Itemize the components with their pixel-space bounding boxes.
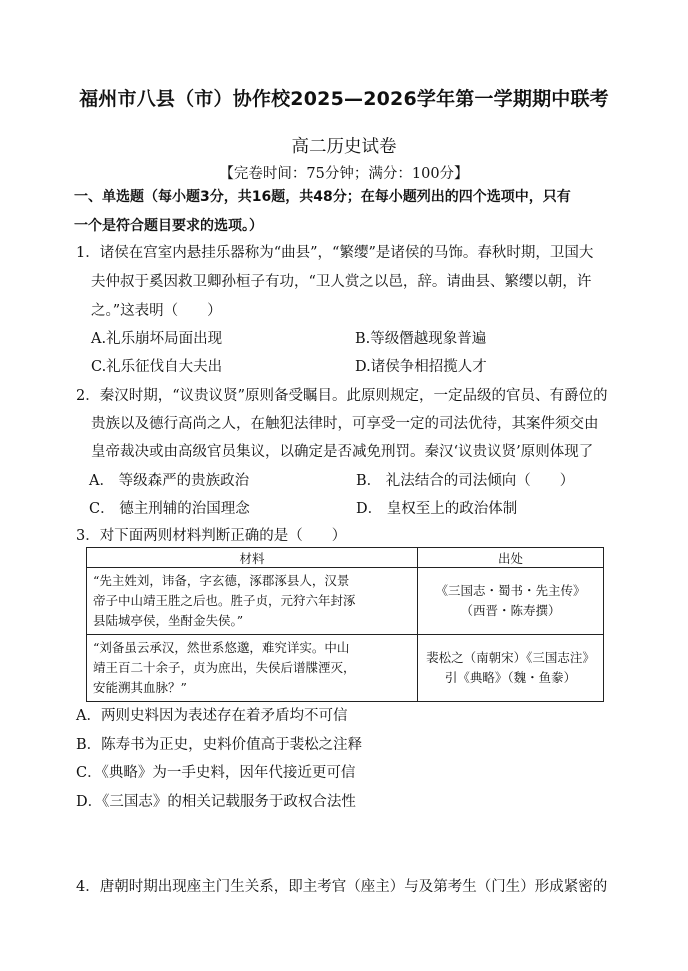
- source-table-header-source: 出处: [418, 548, 604, 568]
- source-table: [86, 547, 604, 702]
- question-2-line1: 2．秦汉时期，“议贵议贤”原则备受瞩目。此原则规定，一定品级的官员、有爵位的: [76, 388, 608, 404]
- table-cell-text-line: “刘备虽云承汉，然世系悠邈，难究详实。中山: [93, 640, 350, 655]
- question-2-line3: 皇帝裁决或由高级官员集议，以确定是否减免刑罚。秦汉‘议贵议贤’原则体现了: [91, 444, 594, 460]
- question-3-option-d: D．《三国志》的相关记载服务于政权合法性: [76, 794, 356, 810]
- table-row: [87, 635, 604, 702]
- question-2-option-a: A． 等级森严的贵族政治: [89, 473, 250, 489]
- table-cell-text-line: 县陆城亭侯，坐酎金失侯。”: [93, 613, 244, 628]
- exam-meta: 【完卷时间：75分钟；满分：100分】: [219, 166, 469, 182]
- question-1-option-a: A.礼乐崩坏局面出现: [91, 331, 223, 347]
- table-cell-source-line: 《三国志・蜀书・先主传》: [435, 583, 586, 598]
- table-cell-text-line: 帝子中山靖王胜之后也。胜子贞，元狩六年封涿: [93, 593, 356, 608]
- exam-subtitle: 高二历史试卷: [291, 137, 397, 157]
- question-1-line2: 夫仲叔于奚因救卫卿孙桓子有功，“卫人赏之以邑，辞。请曲县、繁缨以朝，许: [91, 274, 592, 290]
- question-3-option-c: C．《典略》为一手史料，因年代接近更可信: [76, 765, 356, 781]
- table-cell-source-line: （西晋・陈寿撰）: [460, 603, 561, 618]
- table-cell-material: [87, 635, 418, 702]
- question-2-line2: 贵族以及德行高尚之人，在触犯法律时，可享受一定的司法优待，其案件须交由: [91, 416, 599, 432]
- question-1-line3: 之。”这表明（ ）: [91, 303, 222, 319]
- table-cell-source: [418, 635, 604, 702]
- table-cell-text-line: “先主姓刘，讳备，字玄德，涿郡涿县人，汉景: [93, 573, 350, 588]
- question-4-line1: 4．唐朝时期出现座主门生关系，即主考官（座主）与及第考生（门生）形成紧密的: [76, 879, 608, 895]
- table-cell-source-line: 裴松之（南朝宋）《三国志注》: [426, 650, 595, 665]
- section-heading-line2: 一个是符合题目要求的选项。）: [74, 218, 263, 234]
- question-2-option-c: C． 德主刑辅的治国理念: [89, 501, 250, 517]
- question-1-line1: 1．诸侯在宫室内悬挂乐器称为“曲县”，“繁缨”是诸侯的马饰。春秋时期，卫国大: [76, 245, 594, 261]
- section-heading-line1: 一、单选题（每小题3分，共16题，共48分；在每小题列出的四个选项中，只有: [74, 189, 571, 205]
- question-2-option-d: D． 皇权至上的政治体制: [356, 501, 518, 517]
- question-1-option-d: D.诸侯争相招揽人才: [355, 359, 487, 375]
- exam-title: 福州市八县（市）协作校2025—2026学年第一学期期中联考: [79, 88, 609, 110]
- question-2-option-b: B． 礼法结合的司法倾向（ ）: [356, 473, 575, 489]
- source-table-header-row: [87, 548, 604, 568]
- question-3-line1: 3．对下面两则材料判断正确的是（ ）: [76, 528, 347, 544]
- table-cell-text-line: 安能溯其血脉？”: [93, 680, 187, 695]
- table-cell-material: [87, 568, 418, 635]
- table-cell-source: [418, 568, 604, 635]
- question-1-option-b: B.等级僭越现象普遍: [355, 331, 487, 347]
- table-cell-source-line: 引《典略》（魏・鱼豢）: [444, 670, 577, 685]
- question-3-option-b: B．陈寿书为正史，史料价值高于裴松之注释: [76, 737, 363, 753]
- table-row: [87, 568, 604, 635]
- question-3-option-a: A．两则史料因为表述存在着矛盾均不可信: [76, 708, 348, 724]
- source-table-header-material: 材料: [87, 548, 418, 568]
- question-1-option-c: C.礼乐征伐自大夫出: [91, 359, 223, 375]
- table-cell-text-line: 靖王百二十余子，贞为庶出，失侯后谱牒湮灭，: [93, 660, 356, 675]
